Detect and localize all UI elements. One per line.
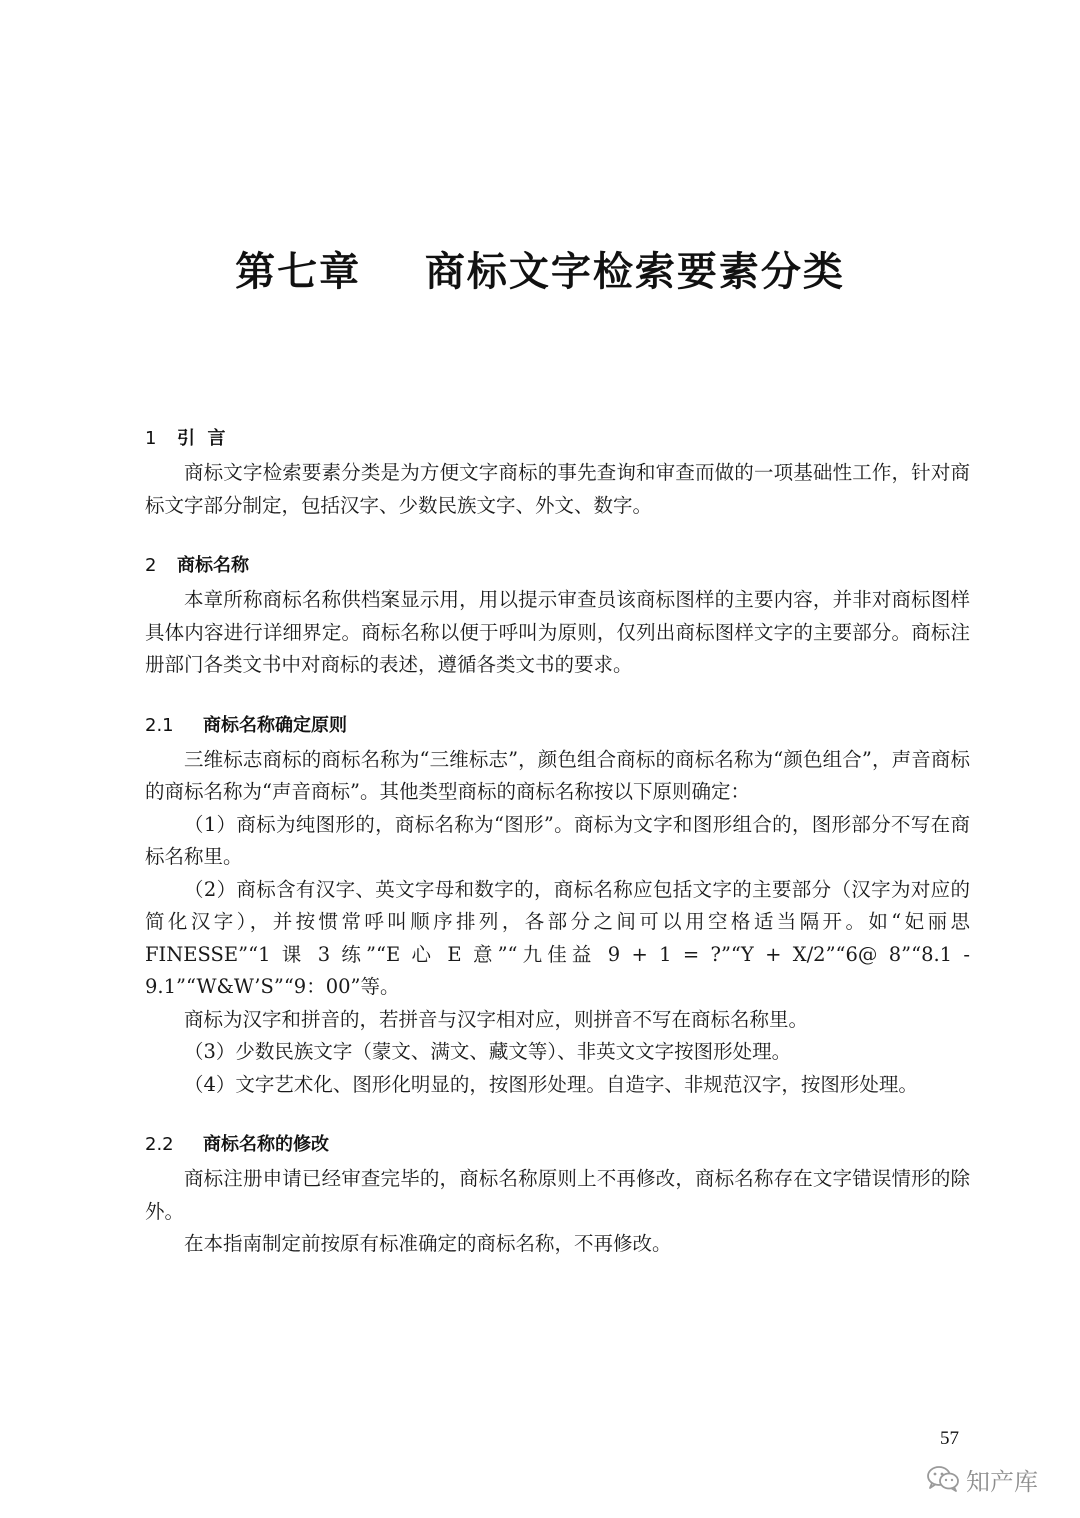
paragraph: 商标注册申请已经审查完毕的，商标名称原则上不再修改，商标名称存在文字错误情形的除外。	[145, 1167, 970, 1223]
section-2-2	[145, 1131, 970, 1261]
section-title: 商标名称	[177, 555, 249, 576]
section-number: 2.2	[145, 1134, 174, 1155]
list-item: （3）少数民族文字（蒙文、满文、藏文等）、非英文文字按图形处理。	[184, 1040, 792, 1063]
section-2-1	[145, 712, 970, 1102]
list-item: （2）商标含有汉字、英文字母和数字的，商标名称应包括文字的主要部分（汉字为对应的简化汉字），并按惯常呼叫顺序排列，各部分之间可以用空格适当隔开。如“妃丽思 FINESSE”“1 课 3 练”“E 心 E 意”“九佳益 9 + 1 = ?”“Y + X/2”“6@ 8”“8.1 - 9.1”“W&W’S”“9：00”等。	[145, 877, 970, 998]
paragraph: 在本指南制定前按原有标准确定的商标名称，不再修改。	[184, 1232, 672, 1255]
section-number: 2	[145, 555, 157, 576]
paragraph: 商标文字检索要素分类是为方便文字商标的事先查询和审查而做的一项基础性工作，针对商标文字部分制定，包括汉字、少数民族文字、外文、数字。	[145, 461, 970, 517]
section-1	[145, 425, 970, 522]
paragraph: 本章所称商标名称供档案显示用，用以提示审查员该商标图样的主要内容，并非对商标图样具体内容进行详细界定。商标名称以便于呼叫为原则，仅列出商标图样文字的主要部分。商标注册部门各类文书中对商标的表述，遵循各类文书的要求。	[145, 588, 970, 676]
section-number: 2.1	[145, 714, 174, 736]
section-heading	[145, 425, 970, 453]
wechat-icon	[926, 1464, 960, 1496]
section-title: 引 言	[177, 428, 226, 449]
subsection-heading	[145, 712, 970, 740]
paragraph: 商标为汉字和拼音的，若拼音与汉字相对应，则拼音不写在商标名称里。	[184, 1007, 809, 1031]
page-number: 57	[940, 1428, 959, 1449]
section-heading	[145, 552, 970, 580]
section-2	[145, 552, 970, 682]
paragraph: 三维标志商标的商标名称为“三维标志”，颜色组合商标的商标名称为“颜色组合”，声音商标的商标名称为“声音商标”。其他类型商标的商标名称按以下原则确定：	[145, 747, 970, 803]
chapter-title: 第七章 商标文字检索要素分类	[235, 248, 845, 295]
list-item: （4）文字艺术化、图形化明显的，按图形处理。自造字、非规范汉字，按图形处理。	[184, 1072, 918, 1096]
list-item: （1）商标为纯图形的，商标名称为“图形”。商标为文字和图形组合的，图形部分不写在商标名称里。	[145, 812, 970, 868]
section-title: 商标名称的修改	[203, 1134, 329, 1155]
section-title: 商标名称确定原则	[203, 714, 347, 736]
watermark-text: 知产库	[966, 1468, 1038, 1496]
watermark	[926, 1462, 1038, 1497]
subsection-heading	[145, 1131, 970, 1159]
section-number: 1	[145, 428, 157, 449]
document-body	[145, 425, 970, 1291]
